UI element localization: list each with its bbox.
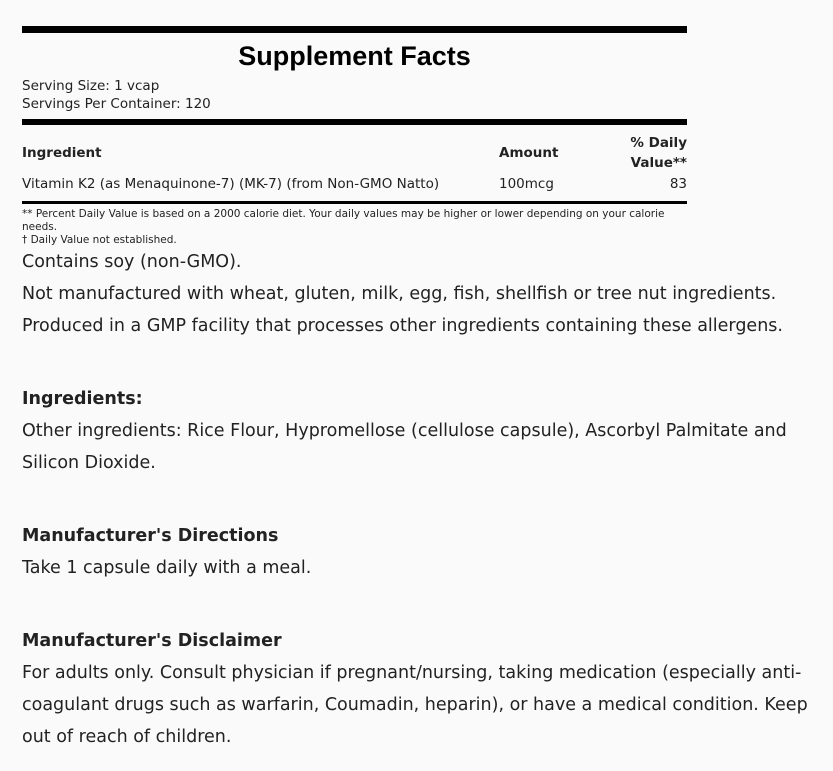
servings-per-container: Servings Per Container: 120 — [22, 96, 211, 112]
nutrient-table — [22, 133, 687, 195]
top-divider — [22, 26, 687, 33]
table-row — [22, 173, 687, 195]
header-amount: Amount — [499, 145, 559, 161]
footnote-daily-value: ** Percent Daily Value is based on a 2000 calorie diet. Your daily values may be higher or lower depending on your calorie needs. — [22, 208, 665, 233]
ingredients-text: Other ingredients: Rice Flour, Hypromellose (cellulose capsule), Ascorbyl Palmitate and Silicon Dioxide. — [22, 421, 787, 473]
thin-divider — [22, 201, 687, 204]
footnotes — [22, 208, 687, 247]
directions-heading: Manufacturer's Directions — [22, 526, 279, 546]
footnote-not-established: † Daily Value not established. — [22, 234, 177, 246]
supplement-facts-title: Supplement Facts — [238, 41, 471, 71]
allergen-statement: Not manufactured with wheat, gluten, milk, egg, fish, shellfish or tree nut ingredients. Produced in a GMP facility that processes other ingredients containing these allergens. — [22, 284, 783, 336]
product-details — [22, 246, 828, 753]
supplement-facts-panel — [22, 26, 687, 247]
serving-size: Serving Size: 1 vcap — [22, 78, 160, 94]
row-daily-value: 83 — [669, 176, 687, 192]
header-ingredient: Ingredient — [22, 145, 102, 161]
ingredients-heading: Ingredients: — [22, 389, 143, 409]
row-ingredient: Vitamin K2 (as Menaquinone-7) (MK-7) (from Non-GMO Natto) — [22, 176, 440, 192]
disclaimer-heading: Manufacturer's Disclaimer — [22, 631, 282, 651]
row-amount: 100mcg — [499, 176, 554, 192]
directions-text: Take 1 capsule daily with a meal. — [22, 558, 312, 578]
thick-divider — [22, 119, 687, 125]
table-header-row — [22, 133, 687, 173]
serving-info — [22, 77, 687, 113]
header-daily-value: % Daily Value** — [630, 135, 687, 171]
allergen-soy: Contains soy (non-GMO). — [22, 252, 242, 272]
disclaimer-text: For adults only. Consult physician if pregnant/nursing, taking medication (especially anti-coagulant drugs such as warfarin, Coumadin, heparin), or have a medical condition. Keep out of reach of children. — [22, 663, 808, 747]
